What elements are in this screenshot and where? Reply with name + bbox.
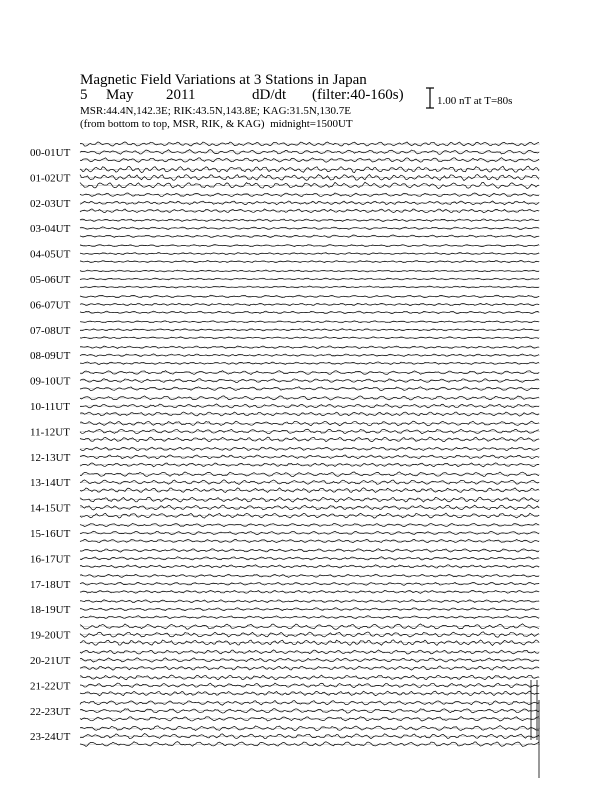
trace-rik xyxy=(80,253,539,255)
trace-rik xyxy=(80,354,539,357)
date-month: May xyxy=(106,87,134,103)
hour-label: 11-12UT xyxy=(30,426,70,439)
scale-bar-label: 1.00 nT at T=80s xyxy=(437,95,513,107)
quantity-label: dD/dt xyxy=(252,87,287,103)
hour-row-08-09UT xyxy=(30,346,540,364)
hour-label: 16-17UT xyxy=(30,553,71,566)
hour-label: 10-11UT xyxy=(30,401,70,413)
hour-label: 07-08UT xyxy=(30,324,71,337)
hour-label: 08-09UT xyxy=(30,350,71,363)
hour-row-00-01UT xyxy=(30,142,540,162)
order-text: (from bottom to top, MSR, RIK, & KAG) xyxy=(80,118,265,130)
filter-label: (filter:40-160s) xyxy=(312,87,404,103)
hour-label: 14-15UT xyxy=(30,502,71,515)
hour-label: 23-24UT xyxy=(30,731,71,744)
hour-label: 18-19UT xyxy=(30,604,71,617)
hour-row-06-07UT xyxy=(30,295,540,313)
hour-label: 21-22UT xyxy=(30,680,71,693)
hour-row-11-12UT xyxy=(30,421,540,442)
hour-row-07-08UT xyxy=(30,321,540,339)
hour-label: 00-01UT xyxy=(30,147,71,159)
hour-row-18-19UT xyxy=(30,600,540,619)
date-day: 5 xyxy=(80,87,88,103)
hour-row-19-20UT xyxy=(30,624,540,646)
hour-label: 22-23UT xyxy=(30,705,71,718)
hour-row-01-02UT xyxy=(30,166,540,188)
hour-row-14-15UT xyxy=(30,497,540,518)
hour-row-15-16UT xyxy=(30,523,540,542)
hour-label: 05-06UT xyxy=(30,274,71,286)
hour-label: 20-21UT xyxy=(30,655,71,667)
hour-row-10-11UT xyxy=(30,396,540,416)
midnight-note: midnight=1500UT xyxy=(270,118,353,130)
hour-row-09-10UT xyxy=(30,371,540,391)
hour-label: 19-20UT xyxy=(30,629,71,642)
station-coordinates: MSR:44.4N,142.3E; RIK:43.5N,143.8E; KAG:31.5N,130.7E xyxy=(80,105,352,117)
hour-row-13-14UT xyxy=(30,472,540,493)
trace-msr xyxy=(80,565,539,568)
hour-label: 12-13UT xyxy=(30,451,71,464)
hour-label: 13-14UT xyxy=(30,477,71,490)
hour-label: 09-10UT xyxy=(30,375,71,388)
hour-label: 02-03UT xyxy=(30,197,71,210)
scale-bar xyxy=(426,88,434,108)
hour-row-03-04UT xyxy=(30,219,540,237)
hour-row-05-06UT xyxy=(30,270,540,288)
hour-row-23-24UT xyxy=(30,726,540,747)
hour-row-22-23UT xyxy=(30,701,540,722)
hour-row-12-13UT xyxy=(30,447,540,467)
hour-label: 03-04UT xyxy=(30,223,71,236)
hour-label: 15-16UT xyxy=(30,528,71,540)
trace-rik xyxy=(80,278,539,280)
hour-label: 06-07UT xyxy=(30,299,71,312)
hour-label: 17-18UT xyxy=(30,578,71,591)
hour-row-17-18UT xyxy=(30,574,540,593)
hour-row-04-05UT xyxy=(30,245,540,263)
hour-row-02-03UT xyxy=(30,193,540,213)
hour-label: 04-05UT xyxy=(30,248,71,261)
chart-title: Magnetic Field Variations at 3 Stations in Japan xyxy=(80,72,367,88)
hour-row-21-22UT xyxy=(30,675,540,696)
date-year: 2011 xyxy=(166,87,196,103)
trace-rik xyxy=(80,608,539,611)
hour-row-16-17UT xyxy=(30,549,540,568)
hour-label: 01-02UT xyxy=(30,172,71,185)
hour-row-20-21UT xyxy=(30,650,540,670)
